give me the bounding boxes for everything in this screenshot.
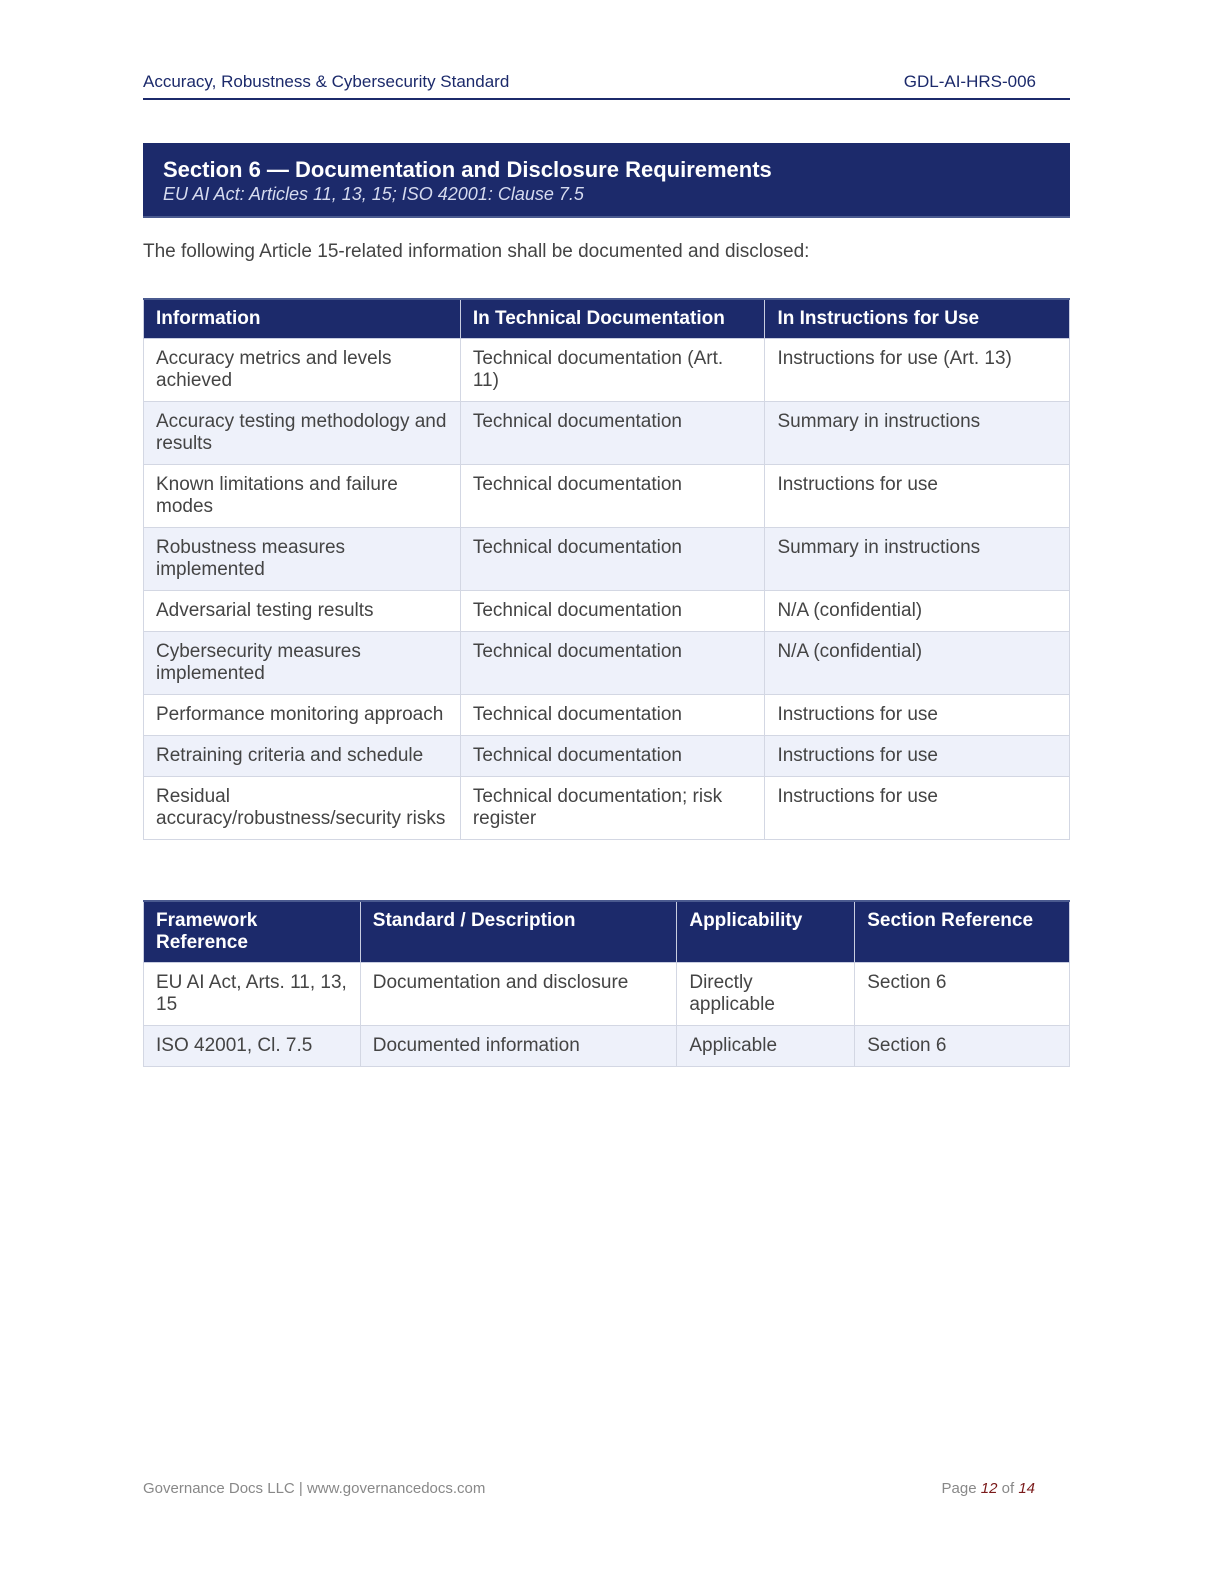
table-row [144, 402, 1070, 465]
table-cell: Documentation and disclosure [360, 963, 677, 1026]
table-cell: N/A (confidential) [765, 632, 1070, 695]
table-cell: Technical documentation [460, 528, 765, 591]
disclosure-table [143, 298, 1070, 840]
section-subtitle: EU AI Act: Articles 11, 13, 15; ISO 42001: Clause 7.5 [163, 184, 584, 204]
table-cell: ISO 42001, Cl. 7.5 [144, 1026, 361, 1067]
section-banner [143, 143, 1070, 218]
column-header: Framework Reference [144, 901, 361, 963]
table-cell: Technical documentation [460, 402, 765, 465]
table-cell: Technical documentation; risk register [460, 777, 765, 840]
table-row [144, 963, 1070, 1026]
table-cell: Accuracy metrics and levels achieved [144, 339, 461, 402]
table-header-row [144, 901, 1070, 963]
page-label: Page [941, 1480, 977, 1497]
table-row [144, 632, 1070, 695]
table-cell: Technical documentation [460, 632, 765, 695]
table-cell: Cybersecurity measures implemented [144, 632, 461, 695]
table-cell: Technical documentation [460, 736, 765, 777]
column-header: Standard / Description [360, 901, 677, 963]
table-row [144, 591, 1070, 632]
document-title: Accuracy, Robustness & Cybersecurity Standard [143, 72, 510, 91]
table-cell: Instructions for use (Art. 13) [765, 339, 1070, 402]
column-header: Information [144, 299, 461, 339]
table-cell: Adversarial testing results [144, 591, 461, 632]
table-cell: Residual accuracy/robustness/security risks [144, 777, 461, 840]
table-cell: EU AI Act, Arts. 11, 13, 15 [144, 963, 361, 1026]
of-label: of [1001, 1480, 1015, 1497]
total-pages: 14 [1018, 1480, 1035, 1497]
table-cell: Directly applicable [677, 963, 855, 1026]
table-row [144, 528, 1070, 591]
table-cell: Applicable [677, 1026, 855, 1067]
column-header: In Technical Documentation [460, 299, 765, 339]
page-header [143, 70, 1070, 100]
column-header: Section Reference [855, 901, 1070, 963]
table-cell: Robustness measures implemented [144, 528, 461, 591]
table-cell: Instructions for use [765, 777, 1070, 840]
table-cell: Documented information [360, 1026, 677, 1067]
column-header: Applicability [677, 901, 855, 963]
footer-company: Governance Docs LLC | www.governancedocs.com [143, 1480, 486, 1497]
table-cell: Summary in instructions [765, 402, 1070, 465]
table-cell: Performance monitoring approach [144, 695, 461, 736]
table-cell: Technical documentation [460, 591, 765, 632]
table-cell: Instructions for use [765, 465, 1070, 528]
table-cell: Technical documentation (Art. 11) [460, 339, 765, 402]
table-cell: Retraining criteria and schedule [144, 736, 461, 777]
table-row [144, 339, 1070, 402]
table-cell: Known limitations and failure modes [144, 465, 461, 528]
table-cell: Instructions for use [765, 736, 1070, 777]
table-row [144, 1026, 1070, 1067]
table-cell: Technical documentation [460, 695, 765, 736]
table-header-row [144, 299, 1070, 339]
current-page: 12 [980, 1480, 998, 1497]
table-cell: Summary in instructions [765, 528, 1070, 591]
table-row [144, 777, 1070, 840]
table-cell: Technical documentation [460, 465, 765, 528]
page-number [942, 1480, 1035, 1497]
table-row [144, 695, 1070, 736]
table-cell: Instructions for use [765, 695, 1070, 736]
intro-paragraph: The following Article 15-related information shall be documented and disclosed: [143, 241, 810, 262]
table-cell: Section 6 [855, 1026, 1070, 1067]
table-cell: Accuracy testing methodology and results [144, 402, 461, 465]
section-title: Section 6 — Documentation and Disclosure Requirements [163, 157, 772, 182]
document-id: GDL-AI-HRS-006 [903, 72, 1036, 91]
table-cell: Section 6 [855, 963, 1070, 1026]
table-cell: N/A (confidential) [765, 591, 1070, 632]
table-row [144, 465, 1070, 528]
framework-reference-table [143, 900, 1070, 1067]
table-row [144, 736, 1070, 777]
column-header: In Instructions for Use [765, 299, 1070, 339]
